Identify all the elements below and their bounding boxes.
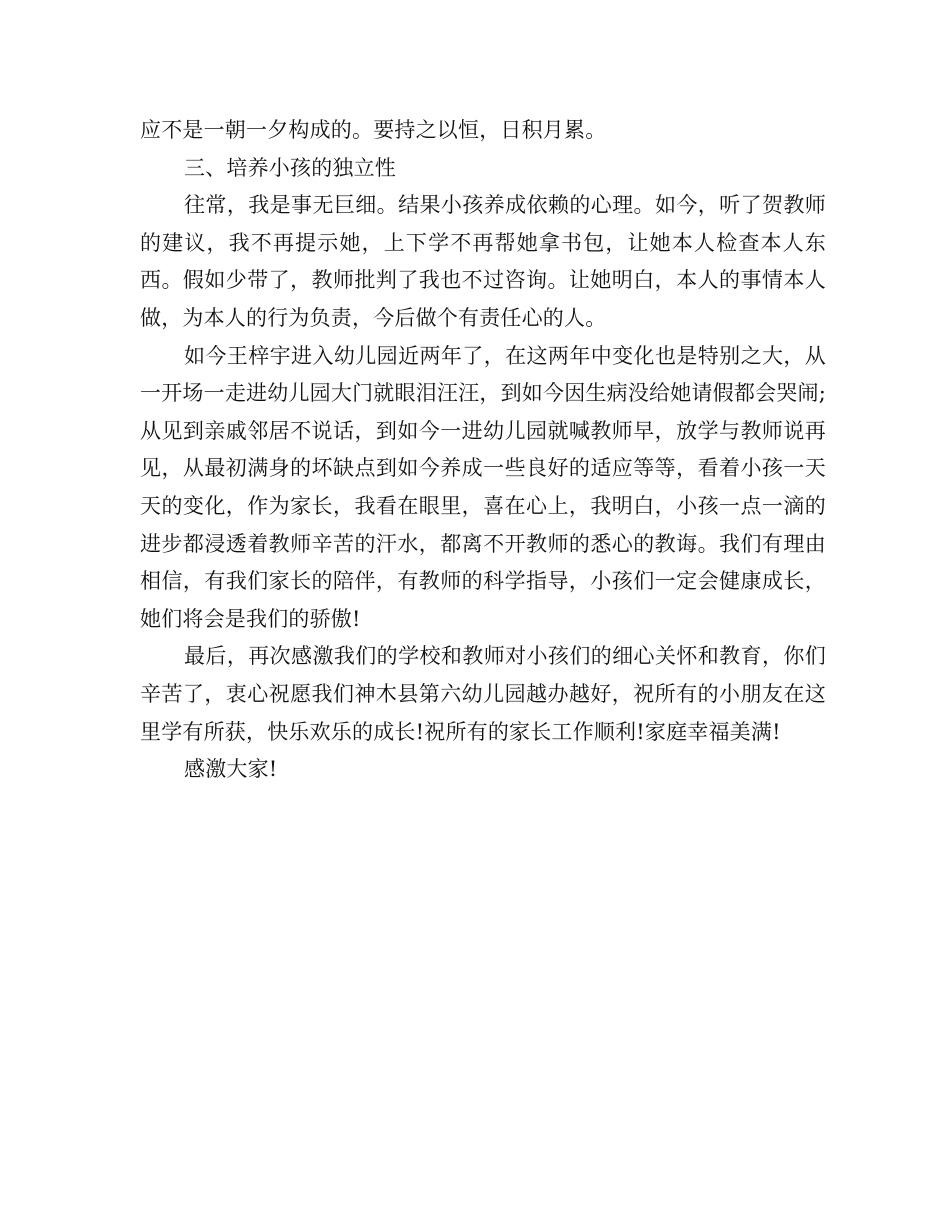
paragraph-continuation: 应不是一朝一夕构成的。要持之以恒，日积月累。 — [140, 118, 607, 142]
paragraph-thanks: 最后，再次感激我们的学校和教师对小孩们的细心关怀和教育，你们辛苦了，衷心祝愿我们神木县第六幼儿园越办越好，祝所有的小朋友在这里学有所获，快乐欢乐的成长!祝所有的家长工作顺利!家庭幸福美满! — [140, 644, 826, 744]
paragraph-independence: 往常，我是事无巨细。结果小孩养成依赖的心理。如今，听了贺教师的建议，我不再提示她，上下学不再帮她拿书包，让她本人检查本人东西。假如少带了，教师批判了我也不过咨询。让她明白，本人的事情本人做，为本人的行为负责，今后做个有责任心的人。 — [140, 193, 826, 330]
paragraph-changes: 如今王梓宇进入幼儿园近两年了，在这两年中变化也是特别之大，从一开场一走进幼儿园大门就眼泪汪汪，到如今因生病没给她请假都会哭闹;从见到亲戚邻居不说话，到如今一进幼儿园就喊教师早，放学与教师说再见，从最初满身的坏缺点到如今养成一些良好的适应等等，看着小孩一天天的变化，作为家长，我看在眼里，喜在心上，我明白，小孩一点一滴的进步都浸透着教师辛苦的汗水，都离不开教师的悉心的教诲。我们有理由相信，有我们家长的陪伴，有教师的科学指导，小孩们一定会健康成长，她们将会是我们的骄傲! — [140, 343, 826, 631]
section-heading: 三、培养小孩的独立性 — [184, 155, 396, 180]
paragraph-closing: 感激大家! — [184, 757, 278, 782]
document-body — [140, 112, 826, 789]
